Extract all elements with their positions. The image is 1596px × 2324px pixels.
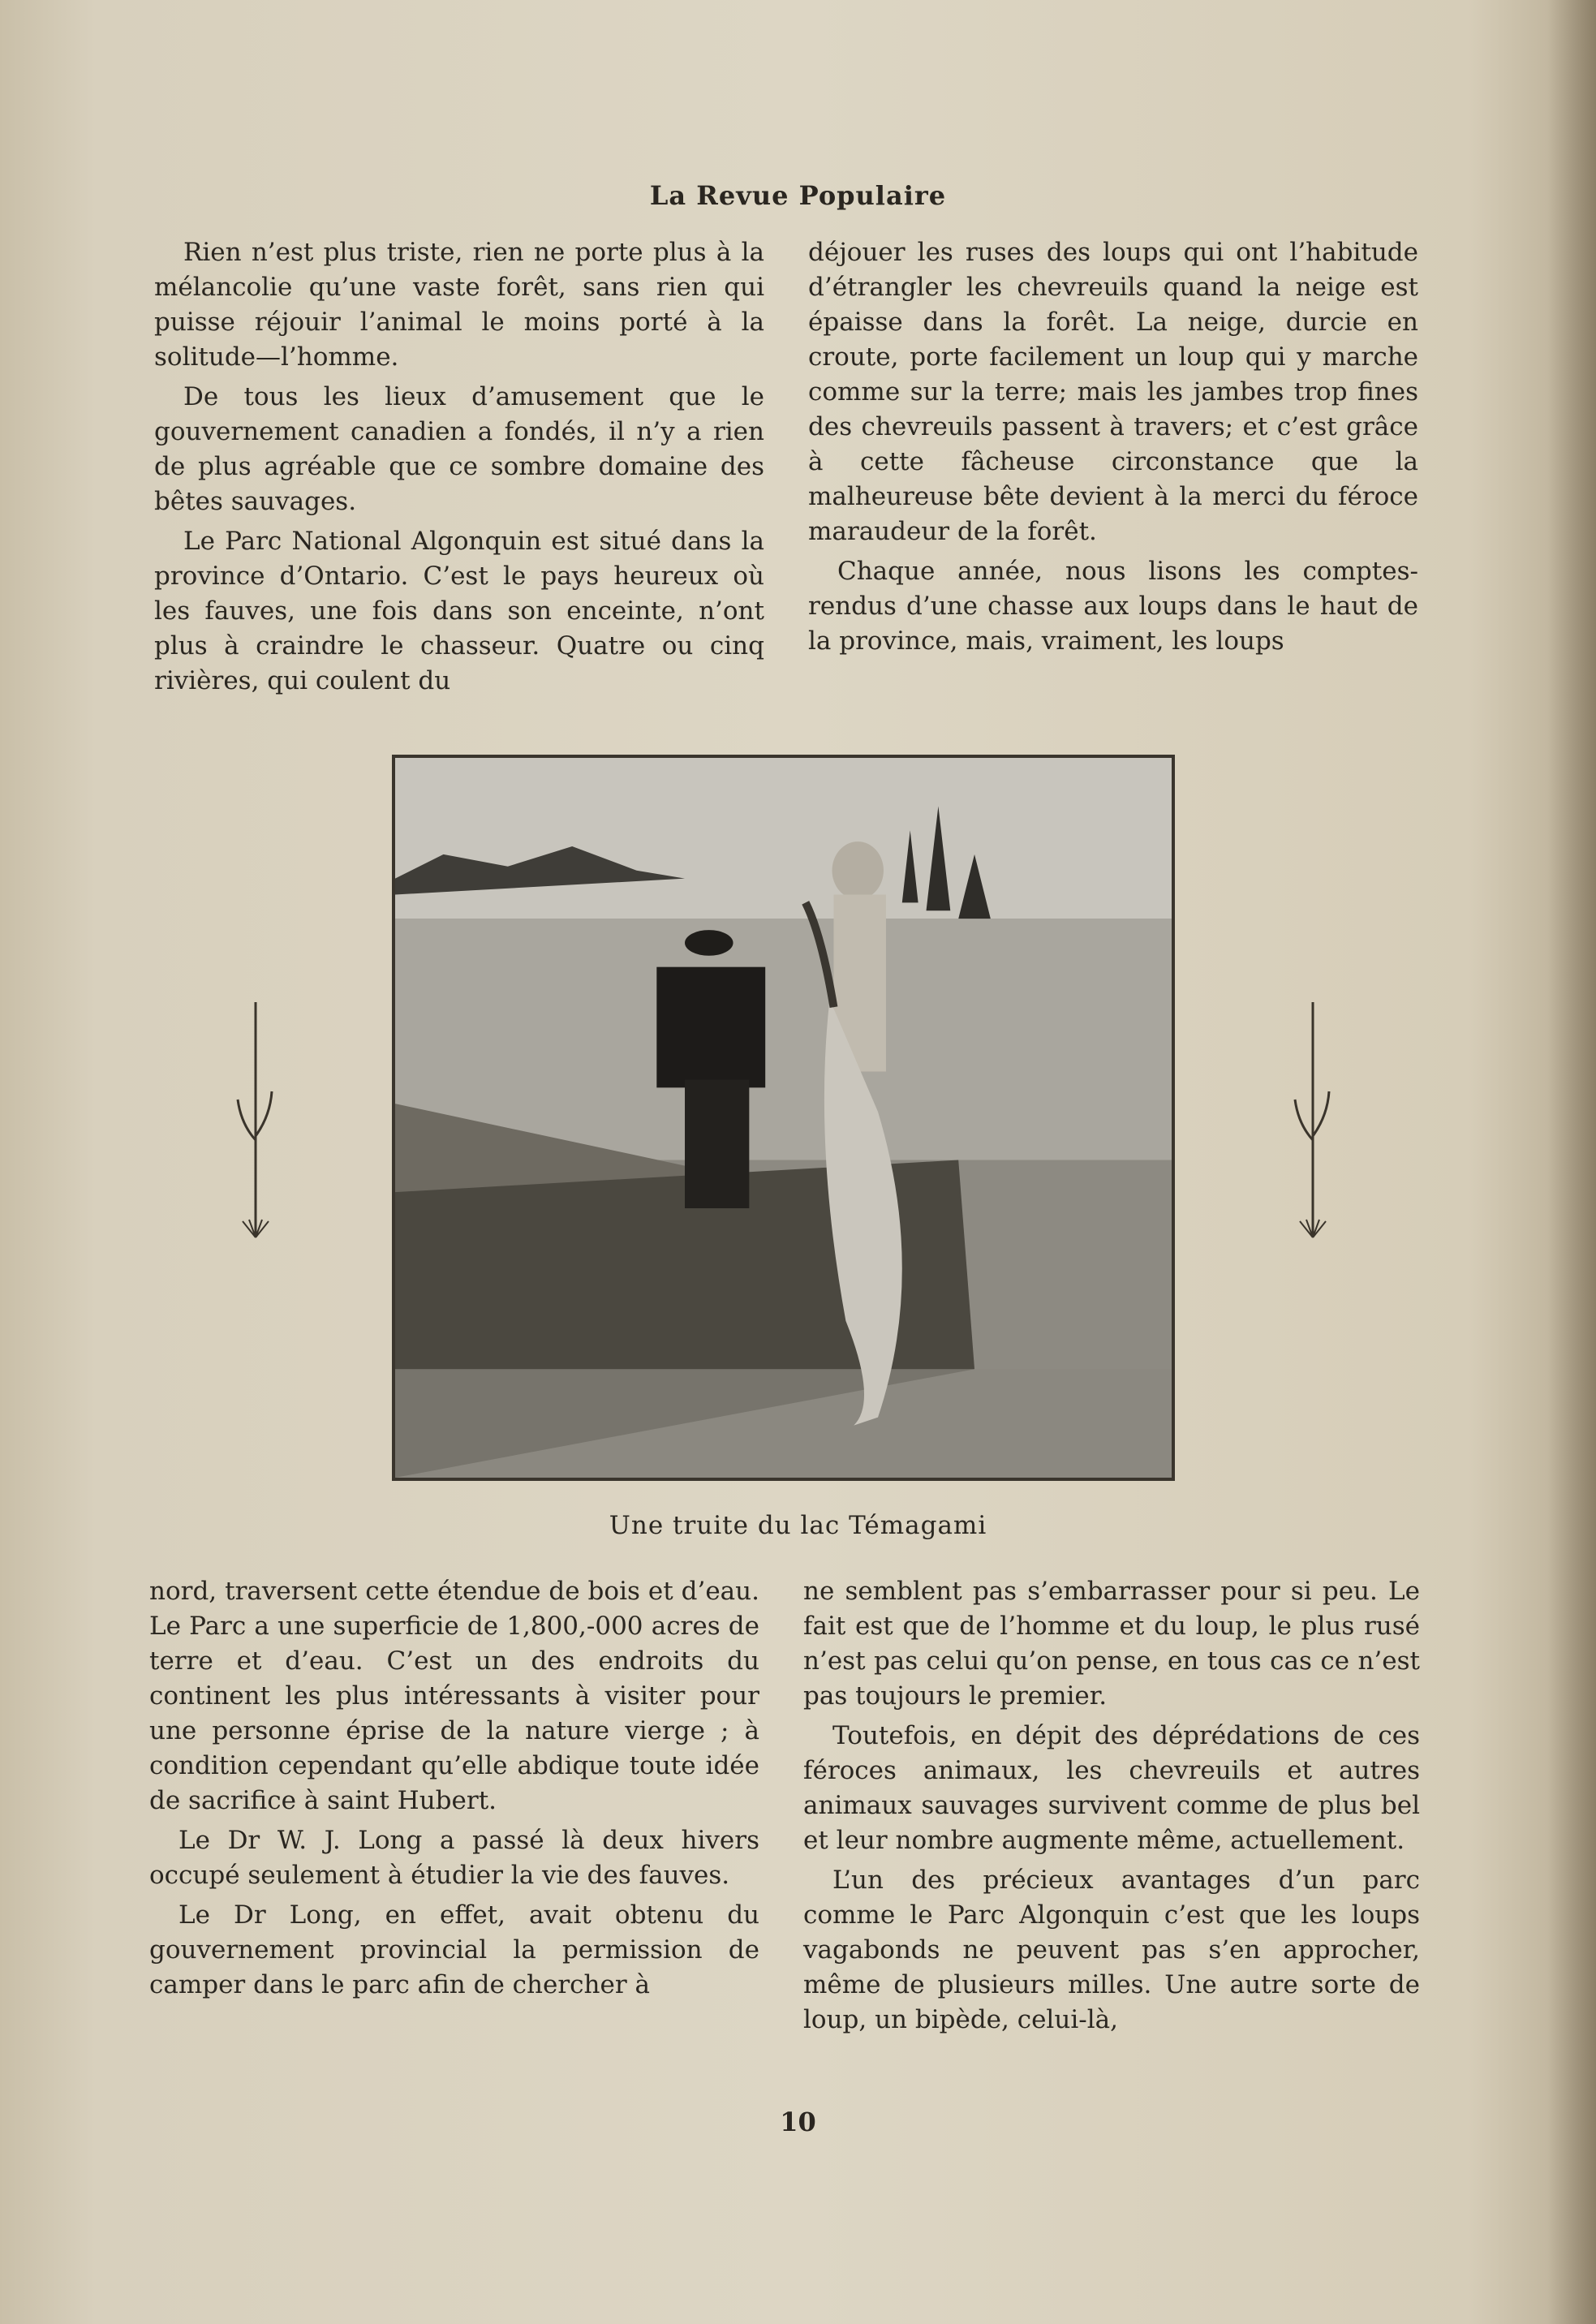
photo-trout-lake-temagami <box>392 755 1175 1481</box>
paragraph: De tous les lieux d’amusement que le gouvernement canadien a fondés, il n’y a rien de plus agréable que ce sombre domaine des bêtes sauvages. <box>154 382 764 516</box>
paragraph: Rien n’est plus triste, rien ne porte plus à la mélancolie qu’une vaste forêt, sans rien qui puisse réjouir l’animal le moins porté à la solitude—l’homme. <box>154 238 764 372</box>
paragraph: Le Dr Long, en effet, avait obtenu du gouvernement provincial la permission de camper dans le parc afin de chercher à <box>149 1900 759 1999</box>
column-bottom-right <box>803 1574 1420 2038</box>
paragraph: ne semblent pas s’embarrasser pour si peu. Le fait est que de l’homme et du loup, le plus rusé n’est pas celui qu’on pense, en tous cas ce n’est pas toujours le premier. <box>803 1577 1420 1711</box>
photo-caption: Une truite du lac Témagami <box>609 1511 987 1540</box>
paragraph: nord, traversent cette étendue de bois et d’eau. Le Parc a une superficie de 1,800,-000 acres de terre et d’eau. C’est un des endroits du continent les plus intéressants à visiter pour une personne éprise de la nature vierge ; à condition cependant qu’elle abdique toute idée de sacrifice à saint Hubert. <box>149 1577 759 1815</box>
column-top-left <box>154 235 764 699</box>
paragraph: Toutefois, en dépit des déprédations de ces féroces animaux, les chevreuils et autres animaux sauvages survivent comme de plus bel et leur nombre augmente même, actuellement. <box>803 1721 1420 1855</box>
column-top-right <box>808 235 1418 659</box>
page-edge-shadow <box>1547 0 1596 2324</box>
paragraph: Chaque année, nous lisons les comptes-rendus d’une chasse aux loups dans le haut de la province, mais, vraiment, les loups <box>808 557 1418 656</box>
running-header: La Revue Populaire <box>649 180 947 211</box>
paragraph: déjouer les ruses des loups qui ont l’habitude d’étrangler les chevreuils quand la neige est épaisse dans la forêt. La neige, durcie en croute, porte facilement un loup qui y marche comme sur la terre; mais les jambes trop fines des chevreuils passent à travers; et c’est grâce à cette fâcheuse circonstance que la malheureuse bête devient à la merci du féroce maraudeur de la forêt. <box>808 238 1418 546</box>
page-number: 10 <box>780 2107 816 2137</box>
paragraph: Le Parc National Algonquin est situé dans la province d’Ontario. C’est le pays heureux où les fauves, une fois dans son enceinte, n’ont plus à craindre le chasseur. Quatre ou cinq rivières, qui coulent du <box>154 527 764 695</box>
paragraph: L’un des précieux avantages d’un parc comme le Parc Algonquin c’est que les loups vagabonds ne peuvent pas s’en approcher, même de plusieurs milles. Une autre sorte de loup, un bipède, celui-là, <box>803 1866 1420 2034</box>
column-bottom-left <box>149 1574 759 2003</box>
paragraph: Le Dr W. J. Long a passé là deux hivers occupé seulement à étudier la vie des fauves. <box>149 1826 759 1890</box>
reed-ornament-left <box>231 1002 280 1246</box>
reed-ornament-right <box>1288 1002 1337 1246</box>
